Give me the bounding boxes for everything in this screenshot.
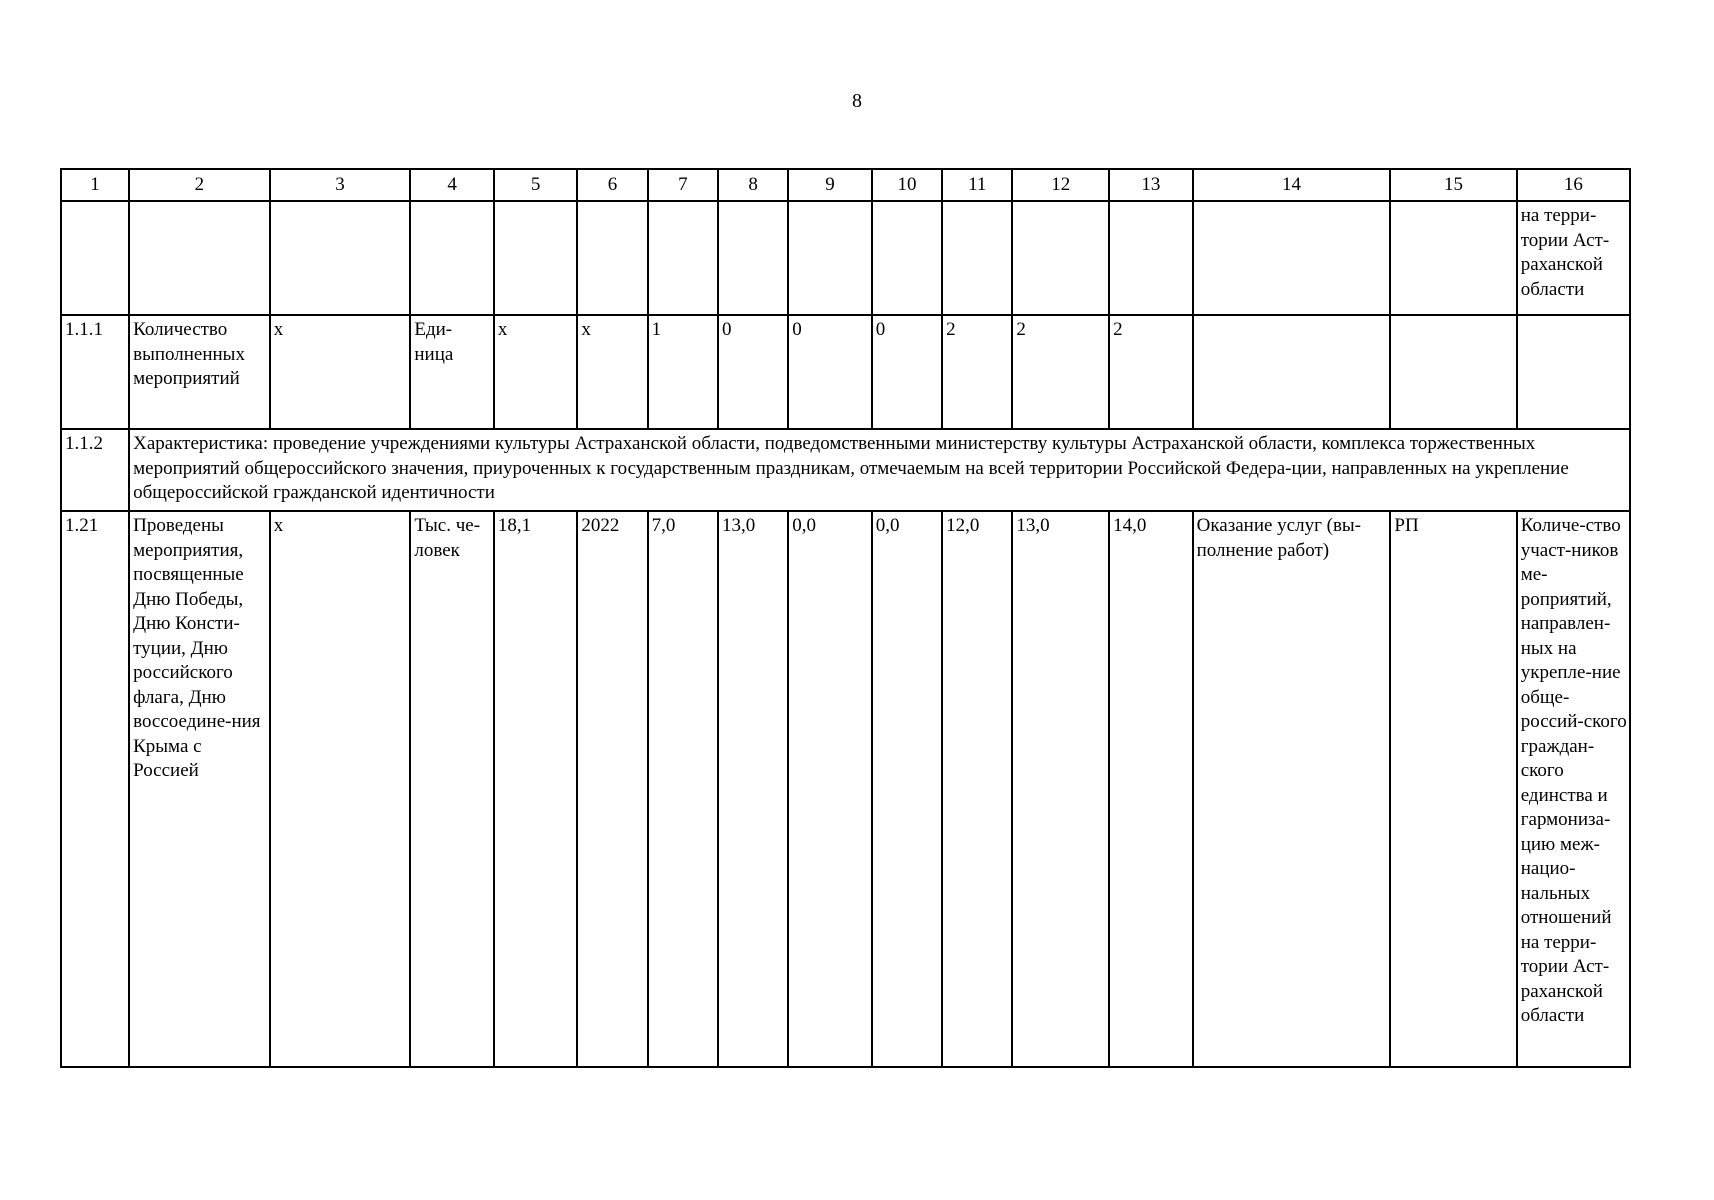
table-cell: 12,0 bbox=[942, 511, 1012, 1067]
table-cell: 13,0 bbox=[1012, 511, 1109, 1067]
unit-cell: Тыс. че-ловек bbox=[410, 511, 494, 1067]
column-header: 14 bbox=[1193, 169, 1391, 201]
column-header: 13 bbox=[1109, 169, 1193, 201]
table-cell: 0 bbox=[872, 315, 942, 429]
table-cell: 13,0 bbox=[718, 511, 788, 1067]
table-cell bbox=[577, 201, 647, 315]
table-cell: x bbox=[270, 511, 411, 1067]
table-cell: x bbox=[270, 315, 411, 429]
unit-cell: Еди-ница bbox=[410, 315, 494, 429]
column-header: 2 bbox=[129, 169, 270, 201]
table-cell: 2 bbox=[1012, 315, 1109, 429]
row-id: 1.1.1 bbox=[61, 315, 129, 429]
table-cell bbox=[410, 201, 494, 315]
table-cell: РП bbox=[1390, 511, 1516, 1067]
column-header: 16 bbox=[1517, 169, 1630, 201]
table-cell bbox=[1390, 315, 1516, 429]
table-cell bbox=[494, 201, 578, 315]
table-row-continuation bbox=[61, 201, 1630, 315]
table-cell bbox=[1390, 201, 1516, 315]
table-cell: 18,1 bbox=[494, 511, 578, 1067]
column-header: 12 bbox=[1012, 169, 1109, 201]
table-cell: 0,0 bbox=[788, 511, 872, 1067]
indicators-table bbox=[60, 168, 1631, 1068]
column-header: 10 bbox=[872, 169, 942, 201]
column-header: 1 bbox=[61, 169, 129, 201]
table-cell bbox=[718, 201, 788, 315]
column-header: 5 bbox=[494, 169, 578, 201]
table-cell: Количе-ство участ-ников ме-роприятий, направлен-ных на укрепле-ние обще-россий-ского граждан-ского единства и гармониза-цию меж-нацио-нальных отношений на терри-тории Аст-раханской области bbox=[1517, 511, 1630, 1067]
table-cell bbox=[1012, 201, 1109, 315]
row-id: 1.21 bbox=[61, 511, 129, 1067]
column-header: 15 bbox=[1390, 169, 1516, 201]
table-cell bbox=[788, 201, 872, 315]
table-cell: на терри-тории Аст-раханской области bbox=[1517, 201, 1630, 315]
table-cell bbox=[872, 201, 942, 315]
table-cell: 0 bbox=[788, 315, 872, 429]
table-header bbox=[61, 169, 1630, 201]
column-header: 8 bbox=[718, 169, 788, 201]
row-id: 1.1.2 bbox=[61, 429, 129, 511]
table-cell: Оказание услуг (вы-полнение работ) bbox=[1193, 511, 1391, 1067]
table-cell: 7,0 bbox=[648, 511, 718, 1067]
table-cell bbox=[270, 201, 411, 315]
indicator-name: Количество выполненных мероприятий bbox=[129, 315, 270, 429]
table-cell bbox=[1517, 315, 1630, 429]
header-row bbox=[61, 169, 1630, 201]
table-cell: 2022 bbox=[577, 511, 647, 1067]
column-header: 3 bbox=[270, 169, 411, 201]
column-header: 6 bbox=[577, 169, 647, 201]
characteristic-text: Характеристика: проведение учреждениями культуры Астраханской области, подведомственными министерству культуры Астраханской области, комплекса торжественных мероприятий общероссийского значения, приуроченных к государственным праздникам, отмечаемым на всей территории Российской Федера-ции, направленных на укрепление общероссийской гражданской идентичности bbox=[129, 429, 1630, 511]
table-cell bbox=[1193, 201, 1391, 315]
column-header: 11 bbox=[942, 169, 1012, 201]
table-cell bbox=[129, 201, 270, 315]
table-cell: 1 bbox=[648, 315, 718, 429]
table-cell: 0,0 bbox=[872, 511, 942, 1067]
column-header: 4 bbox=[410, 169, 494, 201]
table-cell: 14,0 bbox=[1109, 511, 1193, 1067]
page-number: 8 bbox=[852, 90, 862, 112]
table-row-1-21 bbox=[61, 511, 1630, 1067]
indicator-name: Проведены мероприятия, посвященные Дню Победы, Дню Консти-туции, Дню российского флага, Дню воссоедине-ния Крыма с Россией bbox=[129, 511, 270, 1067]
table-cell: x bbox=[494, 315, 578, 429]
table-cell bbox=[942, 201, 1012, 315]
table-row-1-1-2 bbox=[61, 429, 1630, 511]
table-cell: 0 bbox=[718, 315, 788, 429]
column-header: 7 bbox=[648, 169, 718, 201]
column-header: 9 bbox=[788, 169, 872, 201]
table-cell bbox=[1109, 201, 1193, 315]
table-cell: x bbox=[577, 315, 647, 429]
table-cell bbox=[648, 201, 718, 315]
table-cell: 2 bbox=[942, 315, 1012, 429]
table-row-1-1-1 bbox=[61, 315, 1630, 429]
table-cell bbox=[61, 201, 129, 315]
table-cell bbox=[1193, 315, 1391, 429]
table-cell: 2 bbox=[1109, 315, 1193, 429]
